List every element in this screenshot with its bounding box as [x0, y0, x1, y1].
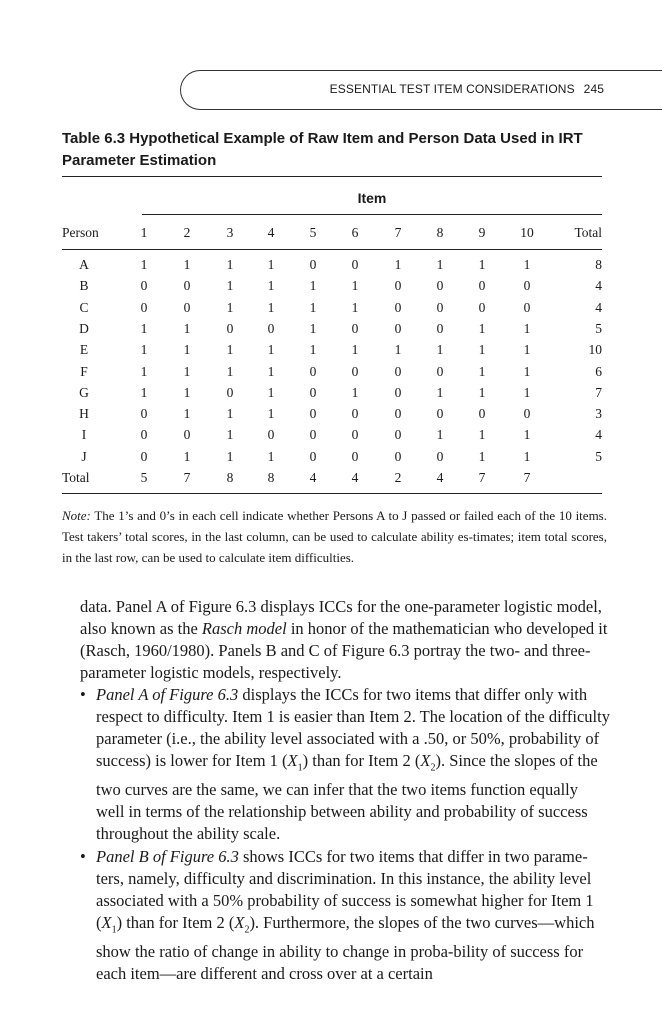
table-cell: 1 — [523, 448, 531, 464]
row-total: 10 — [588, 342, 602, 358]
bullet-text — [96, 846, 610, 985]
totals-label: Total — [62, 470, 90, 485]
table-cell: 1 — [267, 257, 275, 272]
item-number-header: 9 — [478, 225, 486, 240]
row-total: 8 — [595, 257, 602, 272]
bullet1-part-c: ). Since the slopes of the two curves are the same, we can infer that the two items function equally well in terms of the relationship between ability and probability of success throughout the ability scale. — [96, 751, 598, 844]
person-label: I — [81, 427, 87, 443]
table-cell: 1 — [226, 299, 234, 315]
table-cell: 1 — [140, 257, 148, 272]
bullet1-part-b: ) than for Item 2 ( — [302, 751, 421, 770]
table-cell: 0 — [436, 299, 444, 315]
table-cell: 0 — [523, 278, 531, 294]
header-rule — [62, 249, 602, 250]
table-cell: 1 — [226, 427, 234, 443]
table-cell: 1 — [226, 448, 234, 464]
table-cell: 1 — [351, 299, 359, 315]
item-total: 8 — [267, 470, 275, 485]
table-cell: 1 — [267, 299, 275, 315]
x1-subscript: 1 — [297, 762, 303, 774]
table-cell: 0 — [226, 384, 234, 400]
item-group-header: Item — [357, 190, 387, 206]
row-total: 5 — [595, 320, 602, 336]
table-cell: 0 — [436, 406, 444, 422]
item-number-header: 5 — [309, 225, 317, 240]
table-cell: 0 — [478, 406, 486, 422]
table-cell: 0 — [478, 278, 486, 294]
table-cell: 0 — [309, 406, 317, 422]
table-cell: 1 — [478, 448, 486, 464]
table-note — [62, 505, 607, 568]
x2-symbol: X — [420, 751, 431, 770]
table-title: Table 6.3 Hypothetical Example of Raw Item and Person Data Used in IRT Parameter Estimation — [62, 130, 583, 169]
table-cell: 1 — [523, 427, 531, 443]
table-cell: 1 — [523, 384, 531, 400]
table-cell: 0 — [351, 406, 359, 422]
body-paragraph — [80, 596, 610, 684]
table-cell: 1 — [267, 448, 275, 464]
table-cell: 1 — [183, 257, 191, 272]
table-cell: 1 — [309, 278, 317, 294]
x1-symbol: X — [101, 913, 112, 932]
table-cell: 1 — [267, 342, 275, 358]
table-cell: 0 — [351, 363, 359, 379]
table-cell: 0 — [183, 299, 191, 315]
x2-symbol: X — [234, 913, 245, 932]
rasch-model-term: Rasch model — [201, 619, 287, 638]
table-cell: 1 — [267, 278, 275, 294]
bullet2-part-c: ). Furthermore, the slopes of the two curves—which show the ratio of change in ability to change in proba-bility of success for each item—are different and cross over at a certain — [96, 913, 595, 984]
row-total: 4 — [595, 278, 602, 294]
table-cell: 0 — [309, 384, 317, 400]
table-top-rule — [62, 176, 602, 177]
table-cell: 0 — [394, 406, 402, 422]
item-number-header: 1 — [140, 225, 148, 240]
person-label: F — [80, 363, 88, 379]
table-cell: 1 — [309, 342, 317, 358]
running-head — [330, 82, 604, 96]
table-cell: 0 — [309, 363, 317, 379]
table-cell: 0 — [267, 427, 275, 443]
row-total: 5 — [595, 448, 602, 464]
table-cell: 1 — [478, 257, 486, 272]
x1-symbol: X — [287, 751, 298, 770]
table-cell: 1 — [523, 342, 531, 358]
table-cell: 1 — [267, 384, 275, 400]
running-head-title: ESSENTIAL TEST ITEM CONSIDERATIONS — [329, 82, 575, 96]
table-cell: 0 — [140, 299, 148, 315]
table-cell: 0 — [394, 427, 402, 443]
panel-a-term: Panel A of Figure 6.3 — [96, 685, 239, 704]
table-cell: 1 — [478, 384, 486, 400]
x2-subscript: 2 — [430, 762, 436, 774]
table-cell: 1 — [183, 342, 191, 358]
item-group-rule — [142, 214, 602, 215]
item-total: 5 — [140, 470, 148, 485]
table-cell: 0 — [140, 427, 148, 443]
person-label: G — [79, 384, 89, 400]
table-cell: 0 — [351, 257, 359, 272]
table-cell: 1 — [478, 342, 486, 358]
table-cell: 1 — [394, 342, 402, 358]
item-total: 4 — [309, 470, 317, 485]
table-cell: 1 — [183, 363, 191, 379]
table-cell: 1 — [436, 257, 444, 272]
table-cell: 1 — [226, 406, 234, 422]
table-cell: 0 — [523, 299, 531, 315]
note-text: The 1’s and 0’s in each cell indicate whether Persons A to J passed or failed each of the 10 items. Test takers’ total scores, in the last column, can be used to calculate ability es-timates; item total scores, in the last row, can be used to calculate item difficulties. — [62, 508, 607, 565]
table-cell: 0 — [436, 448, 444, 464]
person-label: B — [79, 278, 89, 294]
table-cell: 0 — [436, 363, 444, 379]
item-number-header: 6 — [351, 225, 359, 240]
para-text-2: in honor of the mathematician who developed it (Rasch, 1960/1980). Panels B and C of Figure 6.3 portray the two- and three-parameter logistic models, respectively. — [80, 619, 608, 682]
table-cell: 0 — [309, 257, 317, 272]
table-cell: 1 — [140, 342, 148, 358]
page-number: 245 — [583, 82, 604, 96]
table-cell: 0 — [394, 278, 402, 294]
table-bottom-rule — [62, 493, 602, 494]
table-cell: 1 — [226, 342, 234, 358]
item-total: 2 — [394, 470, 402, 485]
item-total: 4 — [351, 470, 359, 485]
table-cell: 0 — [309, 448, 317, 464]
item-number-header: 3 — [226, 225, 234, 240]
row-total: 7 — [595, 384, 602, 400]
table-cell: 0 — [140, 406, 148, 422]
table-cell: 1 — [226, 257, 234, 272]
table-cell: 0 — [140, 278, 148, 294]
row-total: 4 — [595, 427, 602, 443]
table-cell: 1 — [351, 384, 359, 400]
table-cell: 1 — [394, 257, 402, 272]
x1-subscript: 1 — [111, 924, 117, 936]
table-cell: 0 — [351, 427, 359, 443]
item-number-header: 2 — [183, 225, 191, 240]
bullet-dot-icon: • — [80, 685, 86, 704]
row-total: 4 — [595, 299, 602, 315]
row-total: 6 — [595, 363, 602, 379]
table-cell: 0 — [351, 448, 359, 464]
item-total: 8 — [226, 470, 234, 485]
table-cell: 1 — [183, 384, 191, 400]
bullet1-part-a: displays the ICCs for two items that differ only with respect to difficulty. Item 1 is easier than Item 2. The location of the difficulty parameter (i.e., the ability level associated with a .50, or 50%, probability of success) is lower for Item 1 ( — [96, 685, 610, 770]
table-cell: 1 — [523, 320, 531, 336]
item-number-header: 4 — [267, 225, 275, 240]
table-cell: 1 — [226, 278, 234, 294]
table-cell: 0 — [394, 384, 402, 400]
table-cell: 1 — [478, 427, 486, 443]
table-cell: 0 — [523, 406, 531, 422]
table-cell: 0 — [394, 448, 402, 464]
bullet2-part-b: ) than for Item 2 ( — [116, 913, 235, 932]
table-cell: 0 — [394, 363, 402, 379]
item-total: 7 — [183, 470, 191, 485]
person-label: C — [79, 299, 89, 315]
table-cell: 1 — [436, 342, 444, 358]
table-cell: 0 — [436, 320, 444, 336]
bullet-text — [96, 684, 610, 845]
item-number-header: 8 — [436, 225, 444, 240]
person-label: E — [79, 342, 89, 358]
person-label: A — [79, 257, 89, 272]
table-cell: 1 — [226, 363, 234, 379]
table-cell: 0 — [394, 299, 402, 315]
table-cell: 1 — [436, 384, 444, 400]
table-cell: 1 — [478, 320, 486, 336]
table-cell: 1 — [183, 406, 191, 422]
person-label: H — [79, 406, 89, 422]
table-cell: 0 — [140, 448, 148, 464]
bullet-dot-icon: • — [80, 847, 86, 866]
table-cell: 1 — [309, 320, 317, 336]
table-cell: 0 — [183, 278, 191, 294]
table-cell: 0 — [183, 427, 191, 443]
table-cell: 1 — [309, 299, 317, 315]
item-number-header: 10 — [520, 225, 534, 240]
bullet2-part-a: shows ICCs for two items that differ in two parame-ters, namely, difficulty and discrimination. In this instance, the ability level associated with a 50% probability of success is somewhat higher for Item 1 ( — [96, 847, 594, 932]
table-cell: 1 — [436, 427, 444, 443]
item-total: 7 — [478, 470, 486, 485]
table-cell: 1 — [140, 363, 148, 379]
x2-subscript: 2 — [244, 924, 250, 936]
item-total: 4 — [436, 470, 444, 485]
table-cell: 0 — [226, 320, 234, 336]
table-cell: 0 — [394, 320, 402, 336]
table-cell: 0 — [478, 299, 486, 315]
item-number-header: 7 — [394, 225, 402, 240]
item-total: 7 — [523, 470, 531, 485]
person-label: J — [81, 448, 87, 464]
table-cell: 0 — [436, 278, 444, 294]
total-header: Total — [574, 225, 602, 240]
table-cell: 0 — [309, 427, 317, 443]
table-cell: 1 — [267, 363, 275, 379]
table-cell: 1 — [478, 363, 486, 379]
table-cell: 1 — [351, 342, 359, 358]
table-cell: 1 — [523, 363, 531, 379]
panel-b-term: Panel B of Figure 6.3 — [96, 847, 239, 866]
person-label: D — [79, 320, 89, 336]
table-cell: 1 — [351, 278, 359, 294]
table-cell: 0 — [351, 320, 359, 336]
table-cell: 0 — [267, 320, 275, 336]
table-cell: 1 — [523, 257, 531, 272]
person-header: Person — [62, 225, 99, 240]
table-cell: 1 — [267, 406, 275, 422]
table-cell: 1 — [140, 384, 148, 400]
note-label: Note: — [62, 508, 91, 523]
row-total: 3 — [595, 406, 602, 422]
para-text: data. Panel A of Figure 6.3 displays ICCs for the one-parameter logistic model, also known as the — [80, 597, 602, 638]
table-cell: 1 — [183, 448, 191, 464]
table-cell: 1 — [183, 320, 191, 336]
table-cell: 1 — [140, 320, 148, 336]
